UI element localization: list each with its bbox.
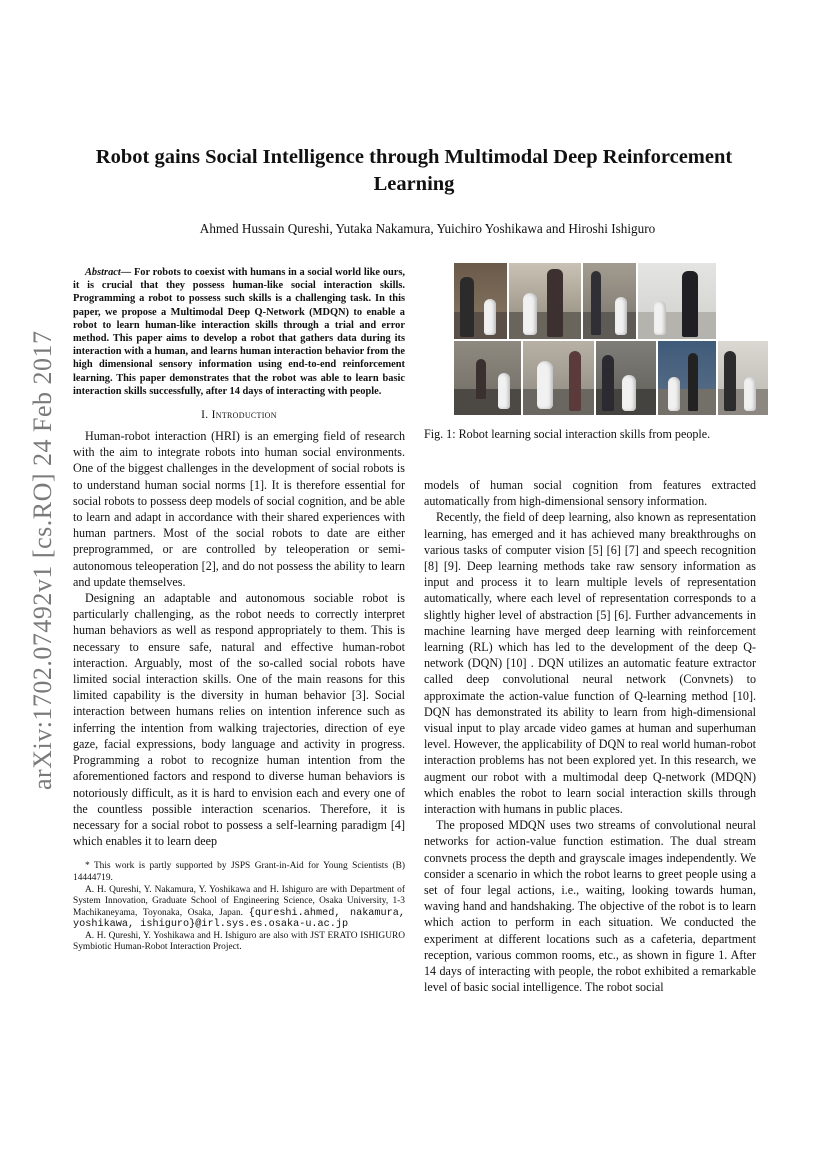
footnotes bbox=[73, 861, 405, 954]
author-list: Ahmed Hussain Qureshi, Yutaka Nakamura, Yuichiro Yoshikawa and Hiroshi Ishiguro bbox=[199, 221, 656, 236]
photo-common-room-2 bbox=[637, 262, 717, 340]
section-heading-introduction: I. Introduction bbox=[201, 409, 277, 422]
body-paragraph: Designing an adaptable and autonomous sociable robot is particularly challenging, as the robot needs to correctly interpret human behaviors as well as respond appropriately to them. This is necessary to ensure safe, natural and effective human-robot interaction. Arguably, most of the so-called social robots have limited social interaction skills. One of the main reasons for this limited capability is the diversity in human behavior [3]. Social interaction between humans relies on intention inference such as inferring the intention from walking trajectories, direction of eye gaze, facial expressions, body language and activity in progress. Programming a robot to recognize human intention from the aforementioned factors and respond to diverse human behaviors is notoriously difficult, as it is hard to envision each and every one of the countless possible interaction scenarios. Therefore, it is necessary for a social robot to possess a self-learning paradigm [4] which enables it to learn deep bbox=[73, 591, 405, 849]
right-column-body bbox=[424, 477, 756, 996]
photo-cafeteria bbox=[453, 262, 508, 340]
figure-caption: Fig. 1: Robot learning social interaction skills from people. bbox=[424, 427, 711, 441]
body-paragraph: Human-robot interaction (HRI) is an emerging field of research with the aim to integrate robots into human social environments. One of the biggest challenges in the development of social robots is to understand human social norms [1]. It is therefore essential for social robots to possess deep models of social cognition, and be able to learn and adapt in accordance with their shared experiences with human partners. Most of the social robots to date are either preprogrammed, or are controlled by teleoperation or semi-autonomous teleoperation [2], and do not possess the ability to learn and update themselves. bbox=[73, 429, 405, 589]
paper-title: Robot gains Social Intelligence through Multimodal Deep Reinforcement Learning bbox=[95, 146, 733, 195]
abstract-text: For robots to coexist with humans in a social world like ours, it is crucial that they possess human-like social interaction skills. Programming a robot to possess such skills is a challenging task. In this paper, we propose a Multimodal Deep Q-Network (MDQN) to enable a robot to learn human-like interaction skills through a trial and error method. This paper aims to develop a robot that gathers data during its interaction with a human, and learns human interaction behavior from the high dimensional sensory information using end-to-end reinforcement learning. This paper demonstrates that the robot was able to learn basic interaction skills successfully, after 14 days of interacting with people. bbox=[73, 267, 405, 397]
photo-corridor bbox=[657, 340, 717, 416]
abstract bbox=[73, 266, 405, 398]
footnote-project: A. H. Qureshi, Y. Yoshikawa and H. Ishiguro are also with JST ERATO ISHIGURO Symbiotic Human-Robot Interaction Project. bbox=[73, 930, 405, 953]
body-paragraph: Recently, the field of deep learning, also known as representation learning, has emerged and it has achieved many breakthroughs on various tasks of computer vision [5] [6] [7] and speech recognition [8] [9]. Deep learning methods take raw sensory information as input and process it to learn multiple levels of representation automatically, where each level of representation corresponds to a slightly higher level of abstraction [5] [6]. Further advancements in machine learning have merged deep learning with reinforcement learning (RL) which has led to the development of the deep Q-network (DQN) [10] . DQN utilizes an automatic feature extractor called deep convolutional neural network (Convnets) to approximate the action-value function of Q-learning method [10]. DQN has demonstrated its ability to learn from high-dimensional visual input to play arcade video games at human and superhuman level. However, the applicability of DQN to real world human-robot interaction problems has not been explored yet. In this research, we augment our robot with a multimodal deep Q-network (MDQN) which enables the robot to learn social interaction skills through interaction with humans in public places. bbox=[424, 510, 756, 817]
photo-common-room-1 bbox=[582, 262, 637, 340]
left-column bbox=[73, 266, 405, 954]
body-paragraph: models of human social cognition from features extracted automatically from high-dimensional sensory information. bbox=[424, 478, 756, 509]
figure-1-photo-grid bbox=[453, 262, 767, 414]
abstract-label: Abstract— bbox=[85, 267, 132, 278]
photo-reception bbox=[508, 262, 582, 340]
body-paragraph: The proposed MDQN uses two streams of convolutional neural networks for action-value function estimation. The dual stream convnets process the depth and grayscale images independently. We consider a scenario in which the robot learns to greet people using a set of four legal actions, i.e., waiting, looking towards human, waving hand and handshaking. The objective of the robot is to learn which action to perform in each situation. We conducted the experiment at different locations such as a cafeteria, department reception, various common rooms, etc., as shown in figure 1. After 14 days of interacting with people, the robot exhibited a remarkable level of basic social intelligence. The robot social bbox=[424, 818, 756, 995]
footnote-affiliation-text: A. H. Qureshi, Y. Nakamura, Y. Yoshikawa and H. Ishiguro are with Department of System Innovation, Graduate School of Engineering Science, Osaka University, 1-3 Machikaneyama, Toyonaka, Osaka, Japan. bbox=[73, 884, 405, 918]
right-column bbox=[424, 262, 756, 996]
photo-hallway-2 bbox=[522, 340, 595, 416]
footnote-funding: * This work is partly supported by JSPS Grant-in-Aid for Young Scientists (B) 14444719. bbox=[73, 861, 405, 883]
photo-office bbox=[717, 340, 769, 416]
arxiv-identifier: arXiv:1702.07492v1 [cs.RO] 24 Feb 2017 bbox=[28, 330, 57, 790]
photo-lounge bbox=[595, 340, 657, 416]
footnote-affiliation bbox=[73, 885, 405, 931]
photo-hallway-1 bbox=[453, 340, 522, 416]
footnote-emails: {qureshi.ahmed, nakamura, yoshikawa, ishiguro}@irl.sys.es.osaka-u.ac.jp bbox=[73, 907, 405, 931]
